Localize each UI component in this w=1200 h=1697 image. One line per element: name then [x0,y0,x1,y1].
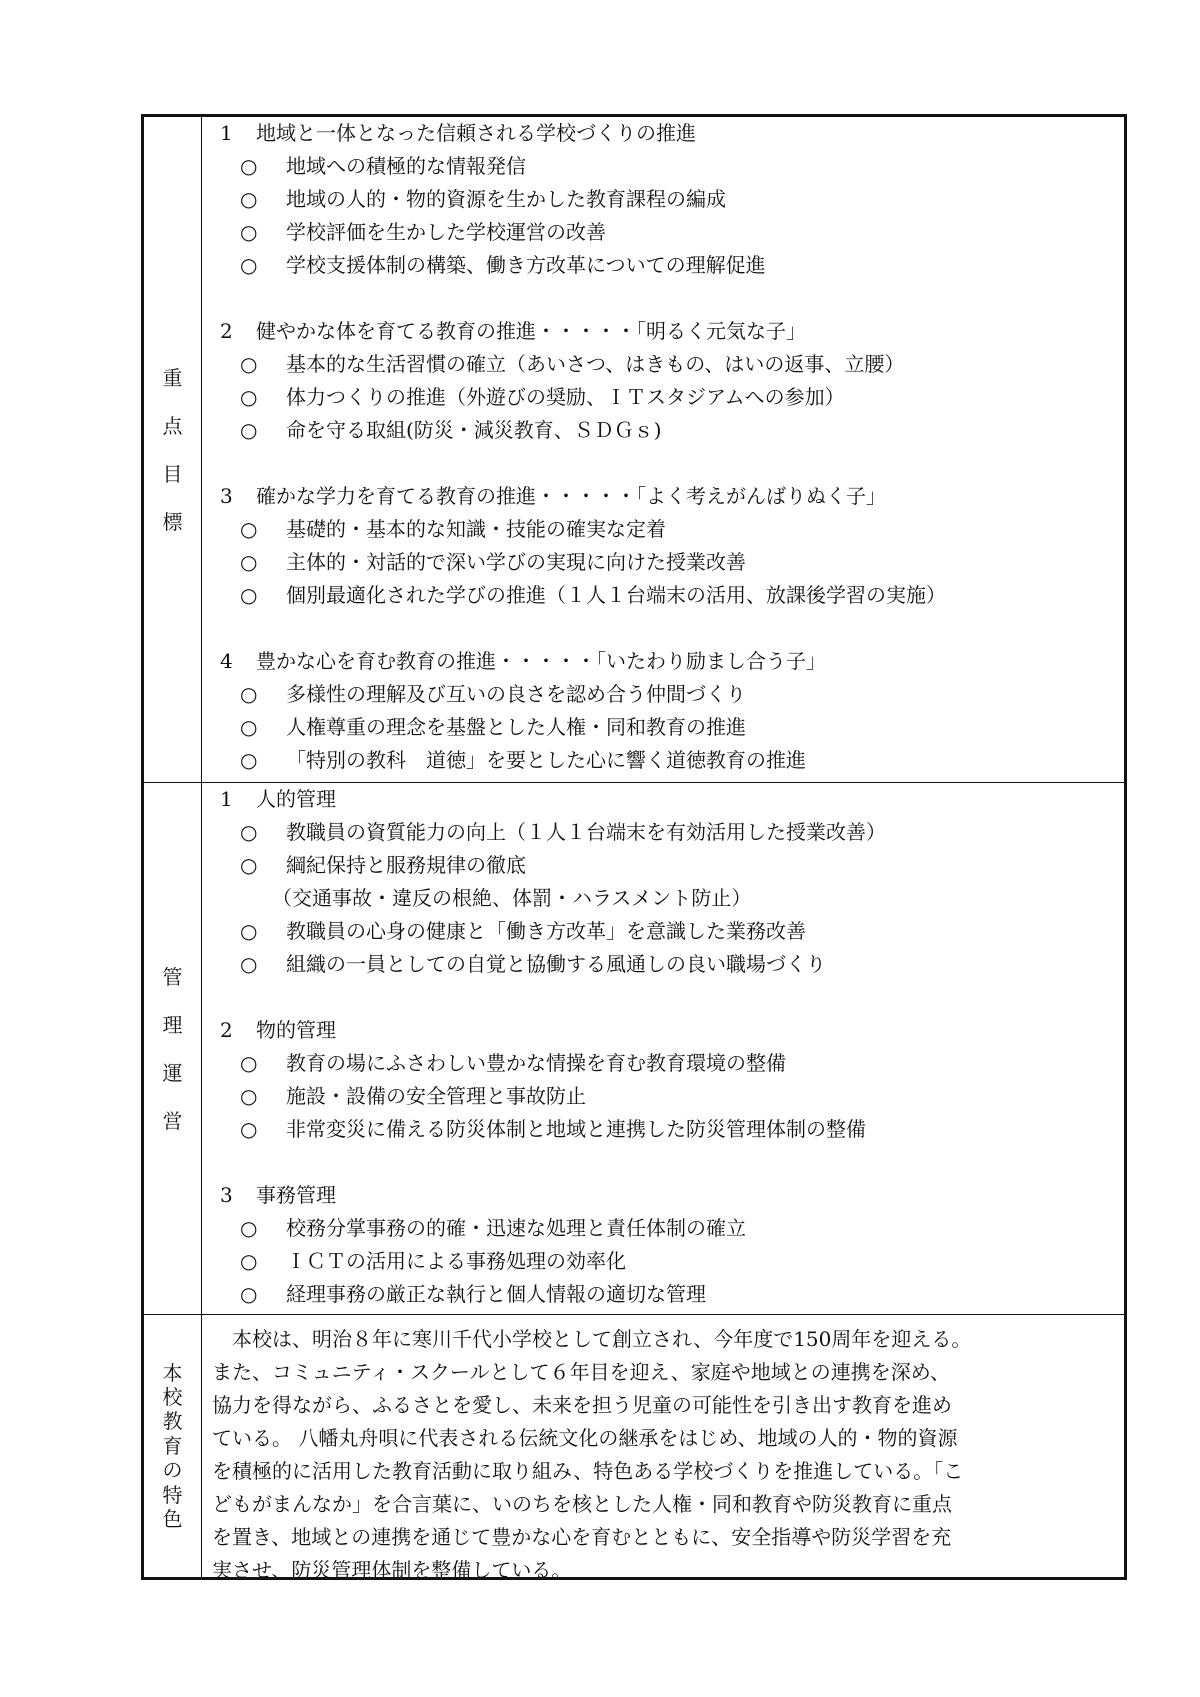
bullet-icon: ○ [240,1249,258,1273]
goal-item [240,750,806,770]
management-item-text: 経理事務の厳正な執行と個人情報の適切な管理 [286,1282,706,1306]
bullet-icon: ○ [240,517,258,541]
bullet-icon: ○ [240,352,258,376]
goal-item-text: 個別最適化された学びの推進（１人１台端末の活用、放課後学習の実施） [286,583,946,607]
bullet-icon: ○ [240,748,258,772]
feature-label-char: 本 [162,1360,183,1385]
goal-item [240,255,766,275]
management-label-char: 理 [162,1012,183,1037]
management-row [144,783,1124,1315]
bullet-icon: ○ [240,385,258,409]
feature-line: ている。 八幡丸舟唄に代表される伝統文化の継承をはじめ、地域の人的・物的資源 [212,1426,958,1450]
bullet-icon: ○ [240,682,258,706]
goal-heading-text: 確かな学力を育てる教育の推進・・・・・「よく考えがんばりぬく子」 [256,484,886,508]
goal-item-text: 地域の人的・物的資源を生かした教育課程の編成 [286,187,726,211]
feature-row [144,1315,1124,1582]
bullet-icon: ○ [240,715,258,739]
goals-label-char: 重 [162,365,183,390]
bullet-icon: ○ [240,583,258,607]
feature-line: また、コミュニティ・スクールとして６年目を迎え、家庭や地域との連携を深め、 [212,1360,950,1384]
management-item-text: ＩＣＴの活用による事務処理の効率化 [286,1249,626,1273]
management-heading-text: 人的管理 [256,787,336,811]
goal-item-text: 主体的・対話的で深い学びの実現に向けた授業改善 [286,550,746,574]
feature-line: 本校は、明治８年に寒川千代小学校として創立され、今年度で150周年を迎える。 [212,1327,972,1351]
management-heading [220,789,336,809]
management-heading [220,1020,336,1040]
goal-heading-text: 地域と一体となった信頼される学校づくりの推進 [256,121,696,145]
management-item [240,954,826,974]
goal-item [240,420,662,440]
goal-item-text: 多様性の理解及び互いの良さを認め合う仲間づくり [286,682,746,706]
goals-label-char: 標 [162,509,183,534]
goal-item [240,552,746,572]
management-item-text: 施設・設備の安全管理と事故防止 [286,1084,586,1108]
goal-item-text: 命を守る取組(防災・減災教育、ＳＤＧｓ) [286,418,662,442]
management-item [240,1284,706,1304]
goals-label [144,117,202,782]
bullet-icon: ○ [240,820,258,844]
management-item-note: （交通事故・違反の根絶、体罰・ハラスメント防止） [272,886,752,910]
management-item [240,921,806,941]
management-item-text: 組織の一員としての自覚と協働する風通しの良い職場づくり [286,952,826,976]
goal-heading [220,123,696,143]
management-number: 1 [220,787,233,811]
management-item [240,1119,866,1139]
goal-number: 2 [220,319,233,343]
goal-item [240,222,606,242]
feature-line: を置き、地域との連携を通じて豊かな心を育むとともに、安全指導や防災学習を充 [212,1525,952,1549]
school-plan-table [141,114,1127,1580]
goal-item [240,387,845,407]
bullet-icon: ○ [240,187,258,211]
goal-item [240,684,746,704]
feature-line: を積極的に活用した教育活動に取り組み、特色ある学校づくりを推進している。「こ [212,1459,964,1483]
bullet-icon: ○ [240,1084,258,1108]
management-heading [220,1185,336,1205]
goal-heading-text: 豊かな心を育む教育の推進・・・・・「いたわり励まし合う子」 [256,649,826,673]
goal-number: 4 [220,649,233,673]
feature-paragraph [212,1323,1116,1587]
goals-row [144,117,1124,783]
goal-item [240,585,946,605]
management-item [240,822,886,842]
management-item [240,855,526,875]
goal-number: 3 [220,484,233,508]
goal-item-text: 体力つくりの推進（外遊びの奨励、ＩＴスタジアムへの参加） [286,385,845,409]
feature-line: どもがまんなか」を合言葉に、いのちを核とした人権・同和教育や防災教育に重点 [212,1492,952,1516]
bullet-icon: ○ [240,154,258,178]
goal-item [240,354,904,374]
management-number: 2 [220,1018,233,1042]
goal-heading [220,651,826,671]
goal-heading [220,321,806,341]
management-label [144,783,202,1314]
goal-item-text: 学校評価を生かした学校運営の改善 [286,220,606,244]
feature-label-char: 特 [162,1482,183,1507]
bullet-icon: ○ [240,1117,258,1141]
goals-label-char: 目 [162,461,183,486]
bullet-icon: ○ [240,1216,258,1240]
goal-item-text: 基礎的・基本的な知識・技能の確実な定着 [286,517,666,541]
goal-item [240,519,666,539]
goals-label-char: 点 [162,413,183,438]
bullet-icon: ○ [240,418,258,442]
management-item-text: 校務分掌事務の的確・迅速な処理と責任体制の確立 [286,1216,746,1240]
feature-label-char: 校 [162,1385,183,1410]
management-content [202,783,1124,1314]
management-item [240,1053,786,1073]
management-label-char: 管 [162,964,183,989]
bullet-icon: ○ [240,220,258,244]
management-label-char: 運 [162,1060,183,1085]
management-item [240,1218,746,1238]
bullet-icon: ○ [240,1282,258,1306]
bullet-icon: ○ [240,952,258,976]
management-item-text: 教職員の資質能力の向上（１人１台端末を有効活用した授業改善） [286,820,886,844]
management-item [240,1251,626,1271]
feature-content [202,1315,1124,1582]
bullet-icon: ○ [240,550,258,574]
goal-item-text: 地域への積極的な情報発信 [286,154,526,178]
goal-item [240,717,746,737]
feature-label-char: 教 [162,1409,183,1434]
feature-label-char: の [162,1458,183,1483]
management-heading-text: 事務管理 [256,1183,336,1207]
management-heading-text: 物的管理 [256,1018,336,1042]
feature-line: 協力を得ながら、ふるさとを愛し、未来を担う児童の可能性を引き出す教育を進め [212,1393,952,1417]
goal-heading-text: 健やかな体を育てる教育の推進・・・・・「明るく元気な子」 [256,319,806,343]
feature-label-char: 育 [162,1433,183,1458]
goal-item-text: 「特別の教科 道徳」を要とした心に響く道徳教育の推進 [286,748,806,772]
goal-item [240,189,726,209]
goal-item [240,156,526,176]
bullet-icon: ○ [240,853,258,877]
goal-item-text: 人権尊重の理念を基盤とした人権・同和教育の推進 [286,715,746,739]
bullet-icon: ○ [240,919,258,943]
goal-heading [220,486,886,506]
management-label-char: 営 [162,1108,183,1133]
management-item [240,1086,586,1106]
bullet-icon: ○ [240,1051,258,1075]
management-item-text: 非常変災に備える防災体制と地域と連携した防災管理体制の整備 [286,1117,866,1141]
goals-content [202,117,1124,782]
bullet-icon: ○ [240,253,258,277]
goal-item-text: 学校支援体制の構築、働き方改革についての理解促進 [286,253,766,277]
goal-number: 1 [220,121,233,145]
management-number: 3 [220,1183,233,1207]
feature-label [144,1315,202,1577]
management-item-text: 教職員の心身の健康と「働き方改革」を意識した業務改善 [286,919,806,943]
management-item-text: 教育の場にふさわしい豊かな情操を育む教育環境の整備 [286,1051,786,1075]
feature-line: 実させ、防災管理体制を整備している。 [212,1558,572,1582]
management-item-text: 綱紀保持と服務規律の徹底 [286,853,526,877]
goal-item-text: 基本的な生活習慣の確立（あいさつ、はきもの、はいの返事、立腰） [286,352,905,376]
feature-label-char: 色 [162,1506,183,1531]
